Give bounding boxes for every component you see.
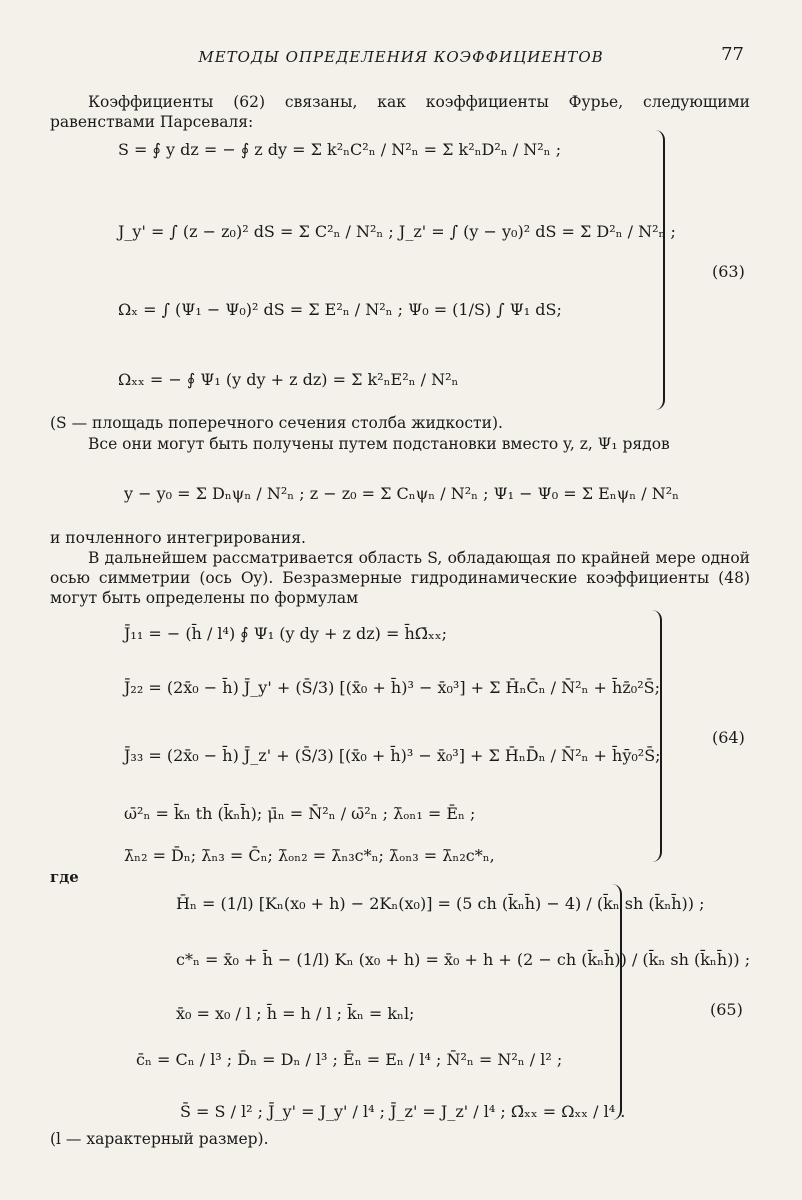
symmetry-paragraph: В дальнейшем рассматривается область S, обладающая по крайней мере одной осью симметрии (ось Oy). Безразмерные гидродинамические коэффициенты (48) могут быть определены по формулам: [50, 549, 750, 607]
page-number: 77: [721, 44, 744, 65]
termwise-integration-text: и почленного интегрирования.: [50, 529, 306, 547]
equation-64-line-2: J̄₂₂ = (2x̄₀ − h̄) J̄_y' + (S̄/3) [(x̄₀ + h̄)³ − x̄₀³] + Σ H̄ₙC̄ₙ / N̄²ₙ + h̄z̄₀²S̄;: [124, 678, 660, 697]
equation-65-line-2: c*ₙ = x̄₀ + h̄ − (1/l) Kₙ (x₀ + h) = x̄₀ + h + (2 − ch (k̄ₙh̄)) / (k̄ₙ sh (k̄ₙh̄)) ;: [176, 950, 751, 969]
characteristic-size-note: (l — характерный размер).: [50, 1130, 269, 1148]
equation-number-65: (65): [710, 1000, 743, 1019]
series-expansions: y − y₀ = Σ Dₙψₙ / N²ₙ ; z − z₀ = Σ Cₙψₙ / N²ₙ ; Ψ₁ − Ψ₀ = Σ Eₙψₙ / N²ₙ: [124, 484, 680, 503]
equation-65-line-4: c̄ₙ = Cₙ / l³ ; D̄ₙ = Dₙ / l³ ; Ēₙ = Eₙ / l⁴ ; N̄²ₙ = N²ₙ / l² ;: [136, 1050, 563, 1069]
equation-64-line-5: λ̄ₙ₂ = D̄ₙ; λ̄ₙ₃ = C̄ₙ; λ̄ₒₙ₂ = λ̄ₙ₃c*ₙ; λ̄ₒₙ₃ = λ̄ₙ₂c*ₙ,: [124, 846, 495, 865]
equation-number-64: (64): [712, 728, 745, 747]
equation-64-line-1: J̄₁₁ = − (h̄ / l⁴) ∮ Ψ₁ (y dy + z dz) = h̄Ω̄ₓₓ;: [124, 624, 447, 643]
equation-63-line-3: Ωₓ = ∫ (Ψ₁ − Ψ₀)² dS = Σ E²ₙ / N²ₙ ; Ψ₀ = (1/S) ∫ Ψ₁ dS;: [118, 300, 562, 319]
running-title: МЕТОДЫ ОПРЕДЕЛЕНИЯ КОЭФФИЦИЕНТОВ: [198, 48, 604, 66]
equation-number-63: (63): [712, 262, 745, 281]
equation-64-brace: [652, 610, 662, 862]
equation-63-line-2: J_y' = ∫ (z − z₀)² dS = Σ C²ₙ / N²ₙ ; J_z' = ∫ (y − y₀)² dS = Σ D²ₙ / N²ₙ ;: [118, 222, 676, 241]
equation-63-brace: [655, 130, 665, 410]
equation-64-line-4: ω̄²ₙ = k̄ₙ th (k̄ₙh̄); μ̄ₙ = N̄²ₙ / ω̄²ₙ ; λ̄ₒₙ₁ = Ēₙ ;: [124, 804, 476, 823]
equation-65-brace: [612, 884, 622, 1120]
s-area-note: (S — площадь поперечного сечения столба жидкости).: [50, 414, 503, 432]
intro-paragraph: Коэффициенты (62) связаны, как коэффициенты Фурье, следующими равенствами Парсеваля:: [50, 93, 750, 131]
where-label: где: [50, 868, 79, 886]
equation-65-line-5: S̄ = S / l² ; J̄_y' = J_y' / l⁴ ; J̄_z' = J_z' / l⁴ ; Ω̄ₓₓ = Ωₓₓ / l⁴ .: [180, 1102, 626, 1121]
equation-64-line-3: J̄₃₃ = (2x̄₀ − h̄) J̄_z' + (S̄/3) [(x̄₀ + h̄)³ − x̄₀³] + Σ H̄ₙD̄ₙ / N̄²ₙ + h̄ȳ₀²S̄;: [124, 746, 661, 765]
equation-63-line-4: Ωₓₓ = − ∮ Ψ₁ (y dy + z dz) = Σ k²ₙE²ₙ / N²ₙ: [118, 370, 459, 389]
equation-65-line-1: H̄ₙ = (1/l) [Kₙ(x₀ + h) − 2Kₙ(x₀)] = (5 ch (k̄ₙh̄) − 4) / (k̄ₙ sh (k̄ₙh̄)) ;: [176, 894, 705, 913]
equation-65-line-3: x̄₀ = x₀ / l ; h̄ = h / l ; k̄ₙ = kₙl;: [176, 1004, 415, 1023]
equation-63-line-1: S = ∮ y dz = − ∮ z dy = Σ k²ₙC²ₙ / N²ₙ = Σ k²ₙD²ₙ / N²ₙ ;: [118, 140, 562, 159]
substitution-paragraph: Все они могут быть получены путем подстановки вместо y, z, Ψ₁ рядов: [88, 435, 670, 453]
